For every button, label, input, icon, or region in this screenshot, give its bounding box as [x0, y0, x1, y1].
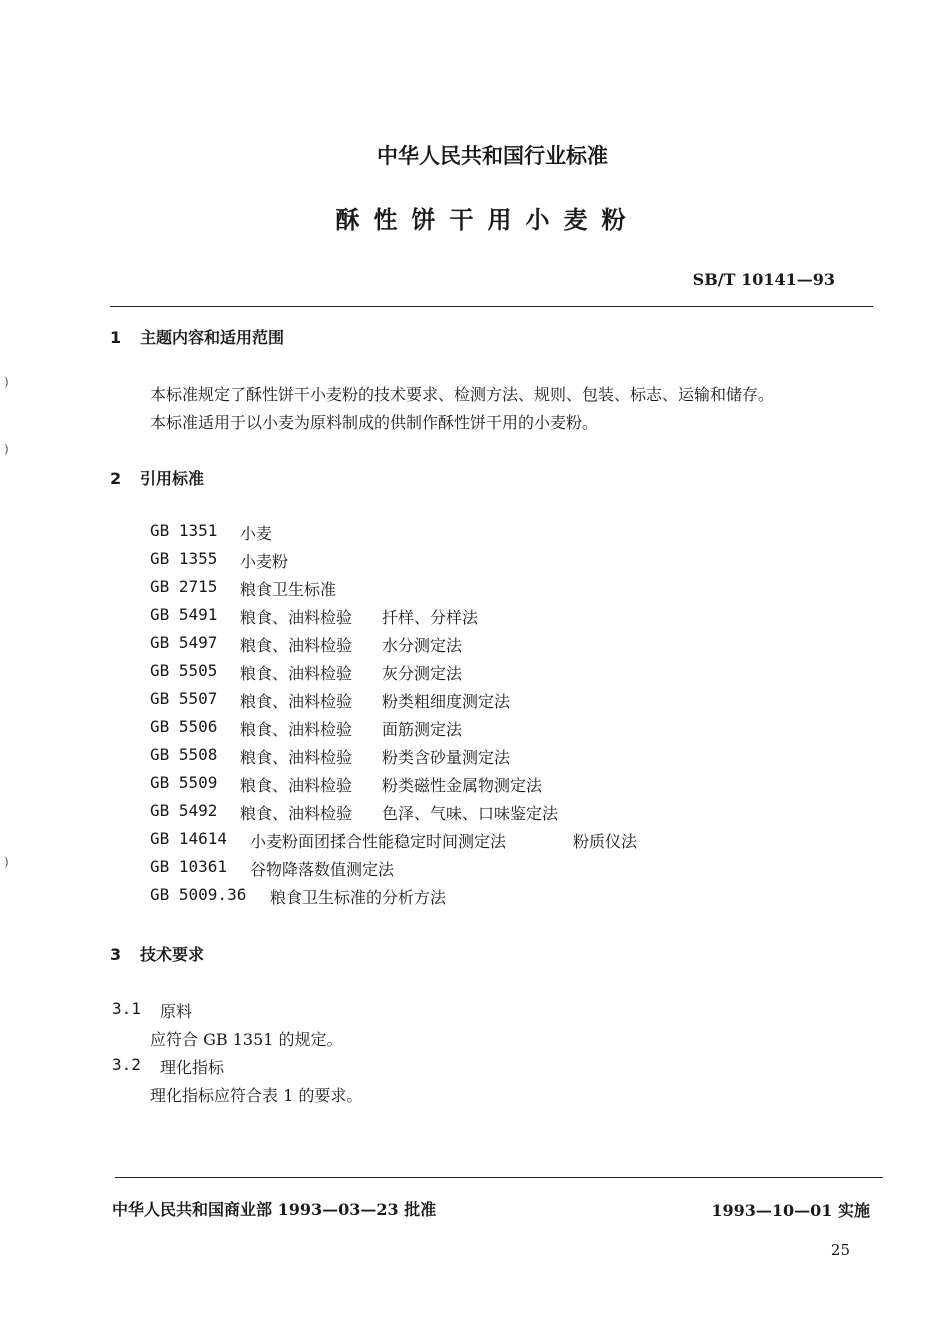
reference-title: 粮食、油料检验 [240, 748, 353, 767]
reference-code: GB 5009.36 [150, 885, 247, 904]
reference-code: GB 5492 [150, 801, 218, 820]
implementation-date: 1993—10—01 实施 [711, 1201, 870, 1220]
org-title: 中华人民共和国行业标准 [377, 144, 608, 168]
reference-code: GB 1351 [150, 521, 218, 540]
reference-code: GB 5505 [150, 661, 218, 680]
section-2-heading [110, 466, 204, 489]
reference-code: GB 5509 [150, 773, 218, 792]
reference-code: GB 5497 [150, 633, 218, 652]
page-number: 25 [830, 1241, 850, 1259]
reference-title: 粮食、油料检验 [240, 636, 353, 655]
reference-title: 小麦 [240, 524, 273, 543]
reference-method: 粉质仪法 [573, 832, 638, 851]
reference-title: 粮食、油料检验 [240, 720, 353, 739]
section-number: 2 [110, 469, 122, 488]
section-number: 1 [110, 328, 122, 347]
subsection-number: 3.1 [112, 999, 141, 1018]
standard-code: SB/T 10141—93 [692, 270, 835, 289]
reference-title: 粮食、油料检验 [240, 692, 353, 711]
scan-mark: ) [4, 855, 9, 869]
reference-method: 扦样、分样法 [382, 608, 479, 627]
section-1-line-2: 本标准适用于以小麦为原料制成的供制作酥性饼干用的小麦粉。 [150, 413, 599, 432]
footer-rule [115, 1177, 883, 1178]
reference-code: GB 5491 [150, 605, 218, 624]
reference-title: 粮食卫生标准的分析方法 [270, 888, 447, 907]
reference-code: GB 2715 [150, 577, 218, 596]
section-1-line-1: 本标准规定了酥性饼干小麦粉的技术要求、检测方法、规则、包装、标志、运输和储存。 [150, 385, 775, 404]
reference-code: GB 5508 [150, 745, 218, 764]
reference-code: GB 5507 [150, 689, 218, 708]
reference-method: 粉类磁性金属物测定法 [382, 776, 543, 795]
reference-title: 粮食、油料检验 [240, 776, 353, 795]
reference-title: 粮食、油料检验 [240, 608, 353, 627]
reference-method: 色泽、气味、口味鉴定法 [382, 804, 559, 823]
section-1-heading [110, 325, 284, 348]
section-title: 主题内容和适用范围 [140, 328, 285, 347]
scan-mark: ) [4, 442, 9, 456]
reference-title: 粮食卫生标准 [240, 580, 337, 599]
approval-statement: 中华人民共和国商业部 1993—03—23 批准 [112, 1200, 437, 1219]
reference-method: 粉类粗细度测定法 [382, 692, 511, 711]
reference-title: 小麦粉 [240, 552, 289, 571]
reference-code: GB 10361 [150, 857, 228, 876]
reference-method: 粉类含砂量测定法 [382, 748, 511, 767]
section-title: 引用标准 [140, 469, 205, 488]
doc-title: 酥性饼干用小麦粉 [335, 206, 640, 234]
subsection-text: 应符合 GB 1351 的规定。 [150, 1030, 343, 1049]
subsection-text: 理化指标应符合表 1 的要求。 [150, 1086, 363, 1105]
reference-title: 粮食、油料检验 [240, 664, 353, 683]
reference-code: GB 14614 [150, 829, 228, 848]
subsection-title: 原料 [160, 1002, 193, 1021]
reference-code: GB 5506 [150, 717, 218, 736]
scan-mark: ) [4, 375, 9, 389]
header-rule [110, 306, 873, 307]
reference-title: 谷物降落数值测定法 [250, 860, 395, 879]
section-3-heading [110, 942, 204, 965]
reference-code: GB 1355 [150, 549, 218, 568]
section-title: 技术要求 [140, 945, 205, 964]
reference-method: 面筋测定法 [382, 720, 463, 739]
reference-title: 粮食、油料检验 [240, 804, 353, 823]
reference-method: 灰分测定法 [382, 664, 463, 683]
reference-title: 小麦粉面团揉合性能稳定时间测定法 [250, 832, 507, 851]
subsection-title: 理化指标 [160, 1058, 225, 1077]
reference-method: 水分测定法 [382, 636, 463, 655]
subsection-number: 3.2 [112, 1055, 141, 1074]
section-number: 3 [110, 945, 122, 964]
